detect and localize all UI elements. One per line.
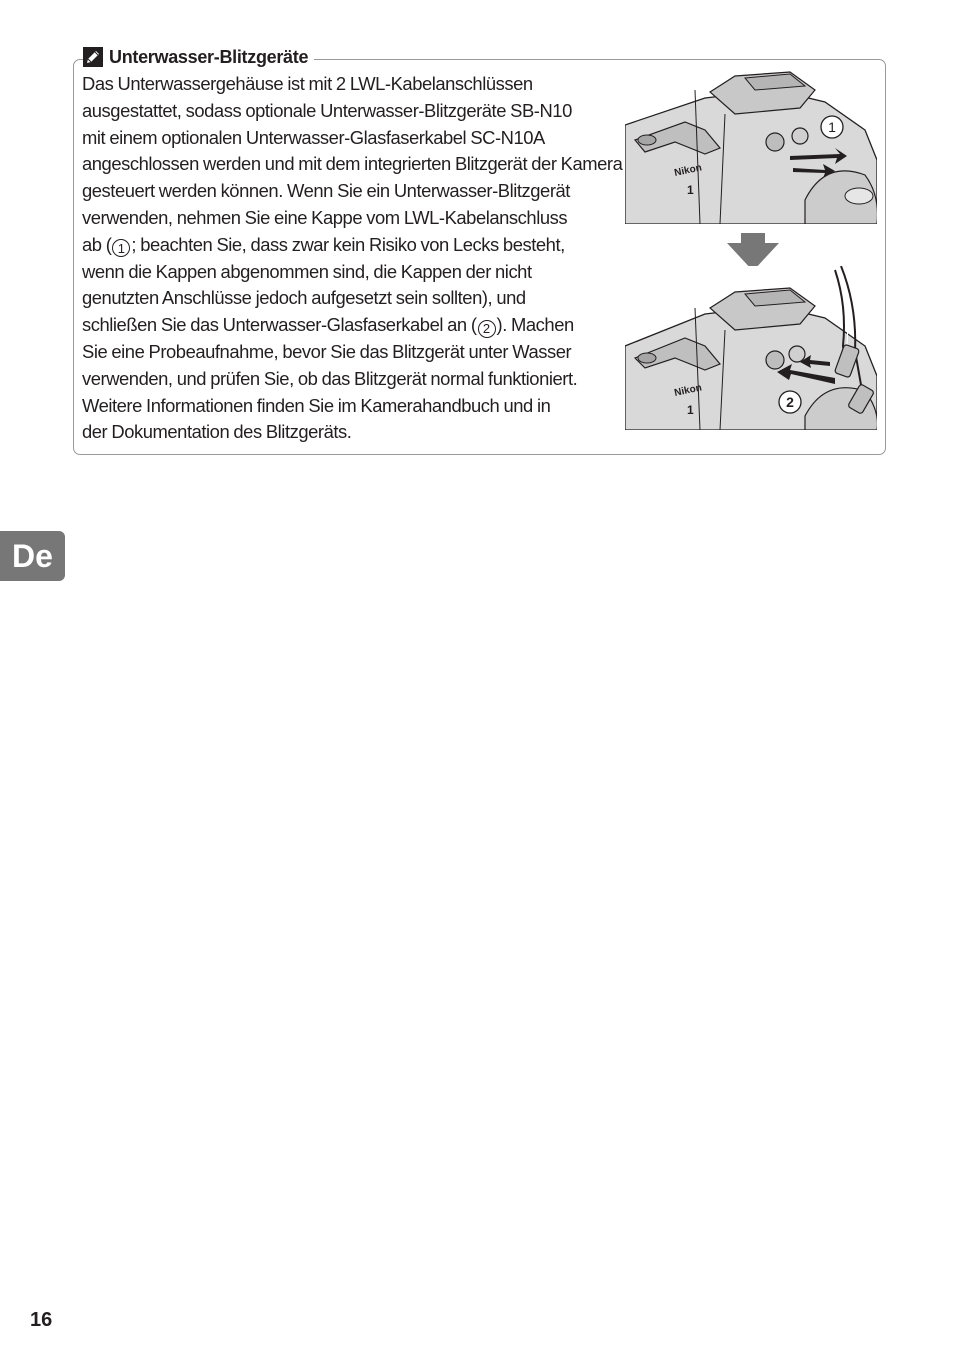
note-line: der Dokumentation des Blitzgeräts. [82,421,352,443]
note-line: gesteuert werden können. Wenn Sie ein Unterwasser-Blitzgerät [82,180,570,202]
note-line: ausgestattet, sodass optionale Unterwasser-Blitzgeräte SB-N10 [82,99,572,121]
note-line: genutzten Anschlüsse jedoch aufgesetzt sein sollten), und [82,287,526,309]
note-text: ). Machen [496,314,574,336]
brand-label: Nikon [673,382,703,399]
model-label: 1 [687,183,694,197]
page-number: 16 [30,1309,53,1331]
pencil-note-icon [83,47,103,67]
housing-illustration-connect-cable [625,266,877,430]
note-body [82,71,623,446]
note-line [82,232,617,259]
note-title: Unterwasser-Blitzgeräte [109,46,309,67]
note-text: ab ( [82,233,112,255]
step-2-label: 2 [786,394,794,410]
note-line: Sie eine Probeaufnahme, bevor Sie das Blitzgerät unter Wasser [82,340,572,362]
note-heading [83,44,314,70]
note-line: wenn die Kappen abgenommen sind, die Kappen der nicht [82,260,532,282]
note-line: Das Unterwassergehäuse ist mit 2 LWL-Kabelanschlüssen [82,73,533,94]
note-line: verwenden, und prüfen Sie, ob das Blitzgerät normal funktioniert. [82,367,578,389]
language-tab: De [0,531,65,581]
note-line: Weitere Informationen finden Sie im Kamerahandbuch und in [82,394,551,416]
step-1-marker: 1 [112,239,130,257]
model-label: 1 [687,403,694,417]
brand-label: Nikon [673,162,703,179]
note-text: ; beachten Sie, dass zwar kein Risiko von Lecks besteht, [131,233,565,255]
step-2-marker: 2 [478,320,496,338]
note-line [82,312,617,339]
note-line: mit einem optionalen Unterwasser-Glasfaserkabel SC-N10A [82,126,545,148]
note-line: verwenden, nehmen Sie eine Kappe vom LWL-Kabelanschluss [82,206,568,228]
housing-illustration-remove-cap [625,70,877,224]
note-line: angeschlossen werden und mit dem integrierten Blitzgerät der Kamera [82,153,623,175]
note-text: schließen Sie das Unterwasser-Glasfaserkabel an ( [82,314,477,336]
note-paragraph [82,71,623,446]
step-1-label: 1 [828,119,836,135]
